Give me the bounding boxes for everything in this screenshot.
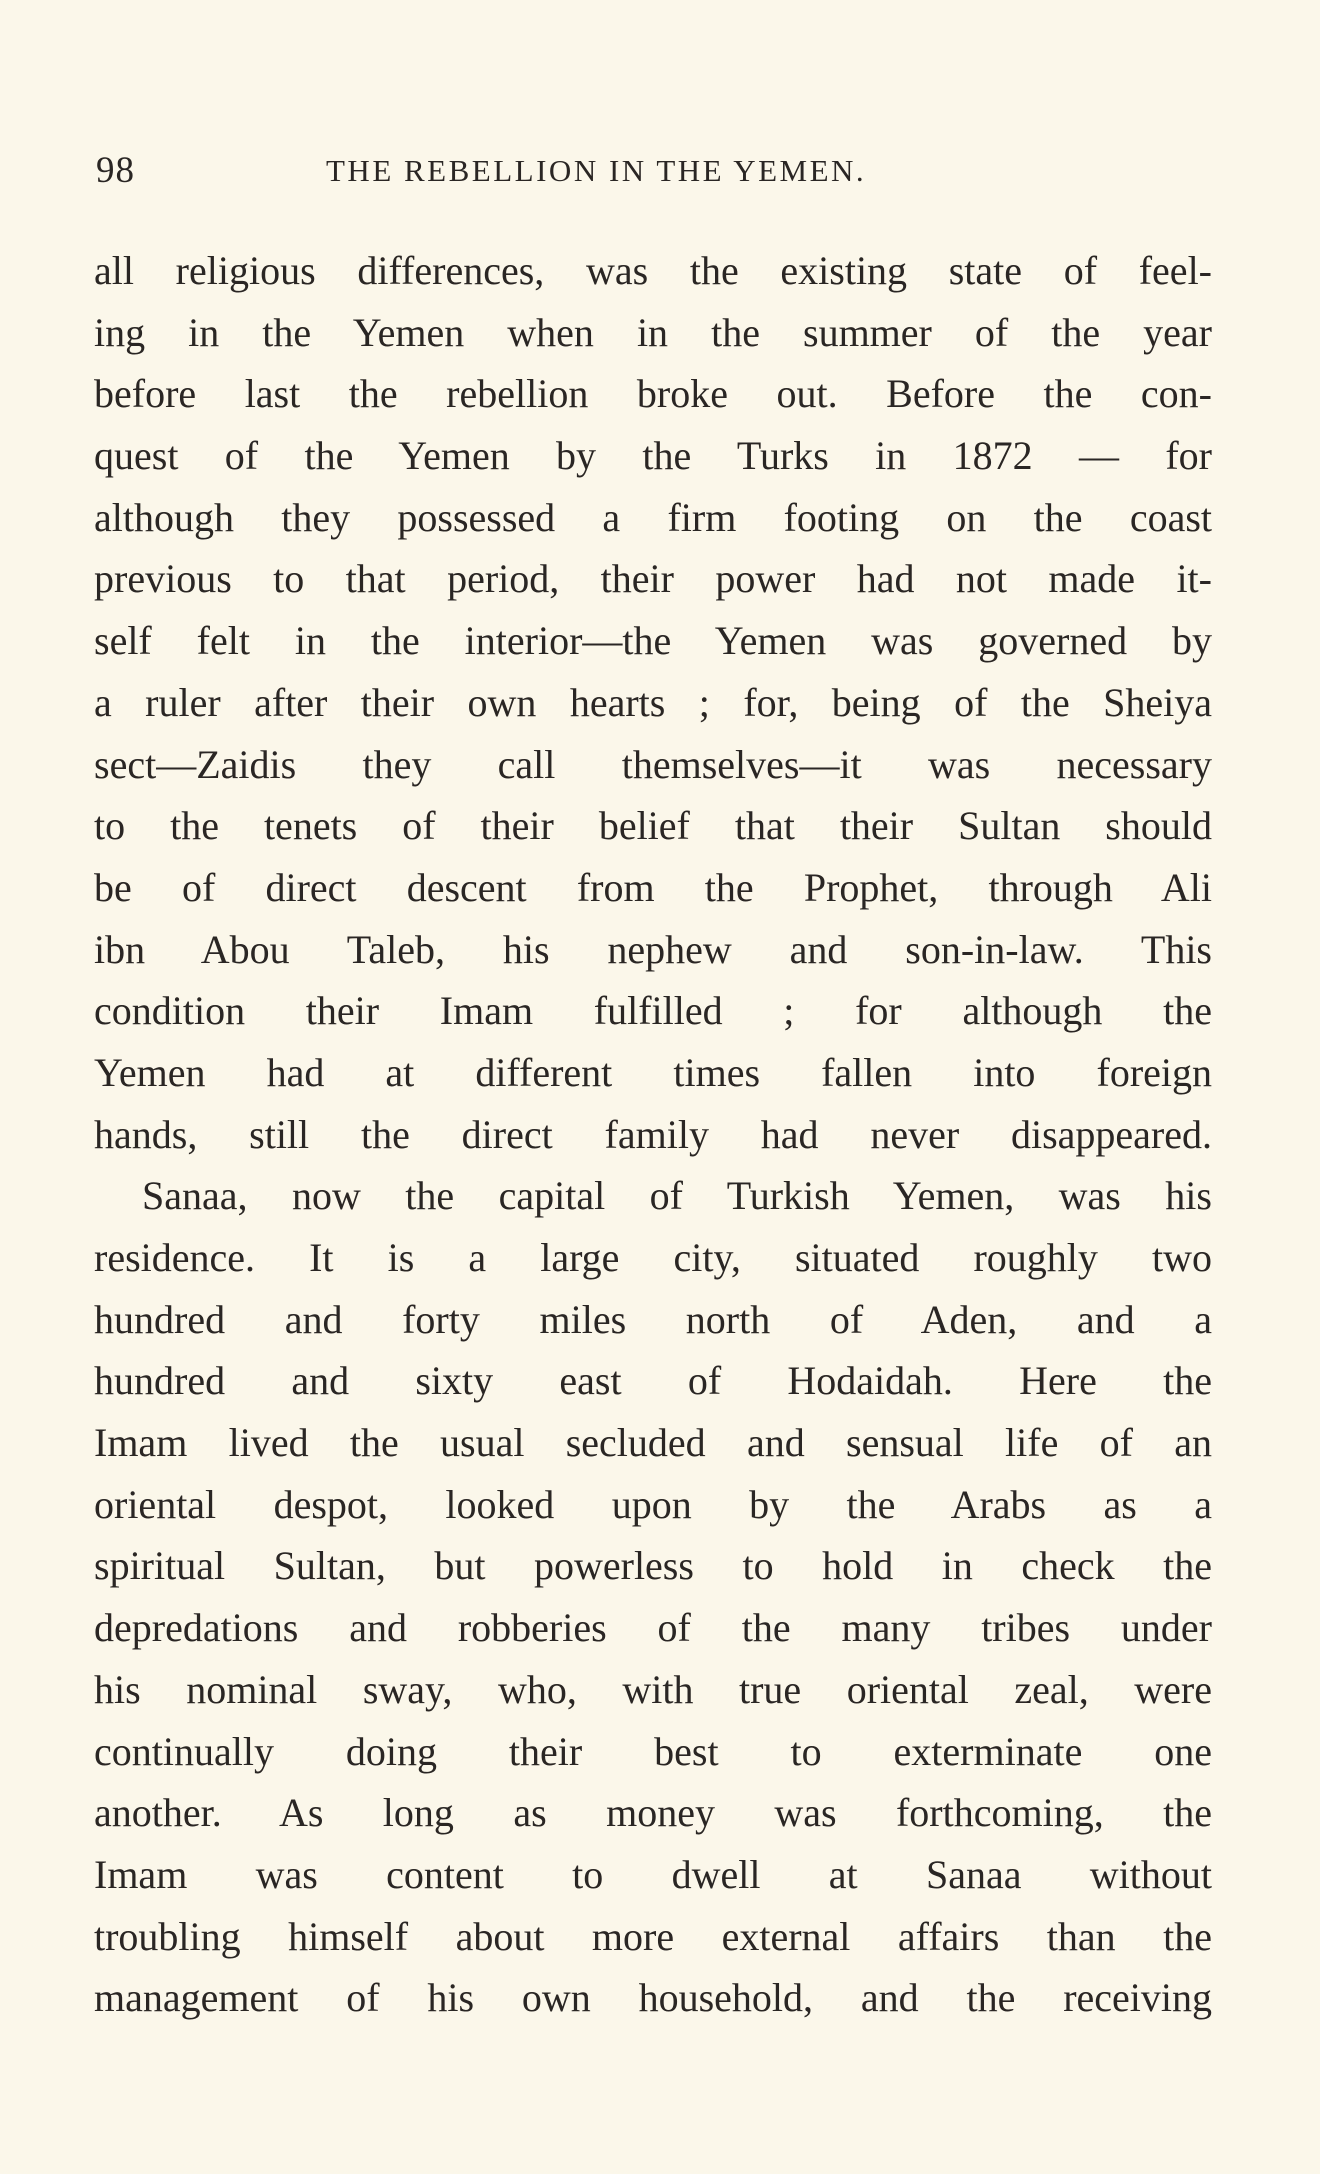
text-line: Imam lived the usual secluded and sensual life of an (94, 1420, 1212, 1466)
text-line: Imam was content to dwell at Sanaa without (94, 1851, 1212, 1897)
text-line: sect—Zaidis they call themselves—it was necessary (94, 741, 1212, 787)
text-line: although they possessed a firm footing on the coast (94, 494, 1212, 540)
text-line: ibn Abou Taleb, his nephew and son-in-law. This (94, 926, 1212, 972)
text-line: another. As long as money was forthcoming, the (94, 1790, 1212, 1836)
text-line: all religious differences, was the existing state of feel- (94, 248, 1212, 293)
text-line: hands, still the direct family had never disappeared. (94, 1111, 1212, 1157)
text-line: quest of the Yemen by the Turks in 1872 — for (94, 433, 1212, 479)
text-line: previous to that period, their power had not made it- (94, 556, 1212, 602)
paragraph-first-line: Sanaa, now the capital of Turkish Yemen, was his (142, 1173, 1212, 1219)
page-number: 98 (96, 150, 135, 191)
text-line: before last the rebellion broke out. Before the con- (94, 371, 1212, 417)
body-text (94, 240, 1212, 2029)
text-line: depredations and robberies of the many tribes under (94, 1605, 1212, 1651)
text-line: Yemen had at different times fallen into foreign (94, 1049, 1212, 1095)
text-line: condition their Imam fulfilled ; for although the (94, 988, 1212, 1034)
text-line: continually doing their best to exterminate one (94, 1728, 1212, 1774)
text-line: hundred and forty miles north of Aden, and a (94, 1296, 1212, 1342)
text-line: to the tenets of their belief that their Sultan should (94, 803, 1212, 849)
text-line: be of direct descent from the Prophet, through Ali (94, 864, 1212, 910)
text-line: residence. It is a large city, situated roughly two (94, 1235, 1212, 1280)
text-line: a ruler after their own hearts ; for, being of the Sheiya (94, 679, 1212, 725)
running-title: THE REBELLION IN THE YEMEN. (326, 153, 867, 188)
text-line: management of his own household, and the receiving (94, 1975, 1212, 2021)
text-line: hundred and sixty east of Hodaidah. Here the (94, 1358, 1212, 1404)
text-line: ing in the Yemen when in the summer of the year (94, 309, 1212, 355)
text-line: oriental despot, looked upon by the Arabs as a (94, 1481, 1212, 1527)
text-line: self felt in the interior—the Yemen was governed by (94, 618, 1212, 664)
text-line: his nominal sway, who, with true oriental zeal, were (94, 1666, 1212, 1712)
page-header (96, 146, 1216, 196)
text-line: spiritual Sultan, but powerless to hold in check the (94, 1543, 1212, 1589)
text-line: troubling himself about more external affairs than the (94, 1913, 1212, 1959)
